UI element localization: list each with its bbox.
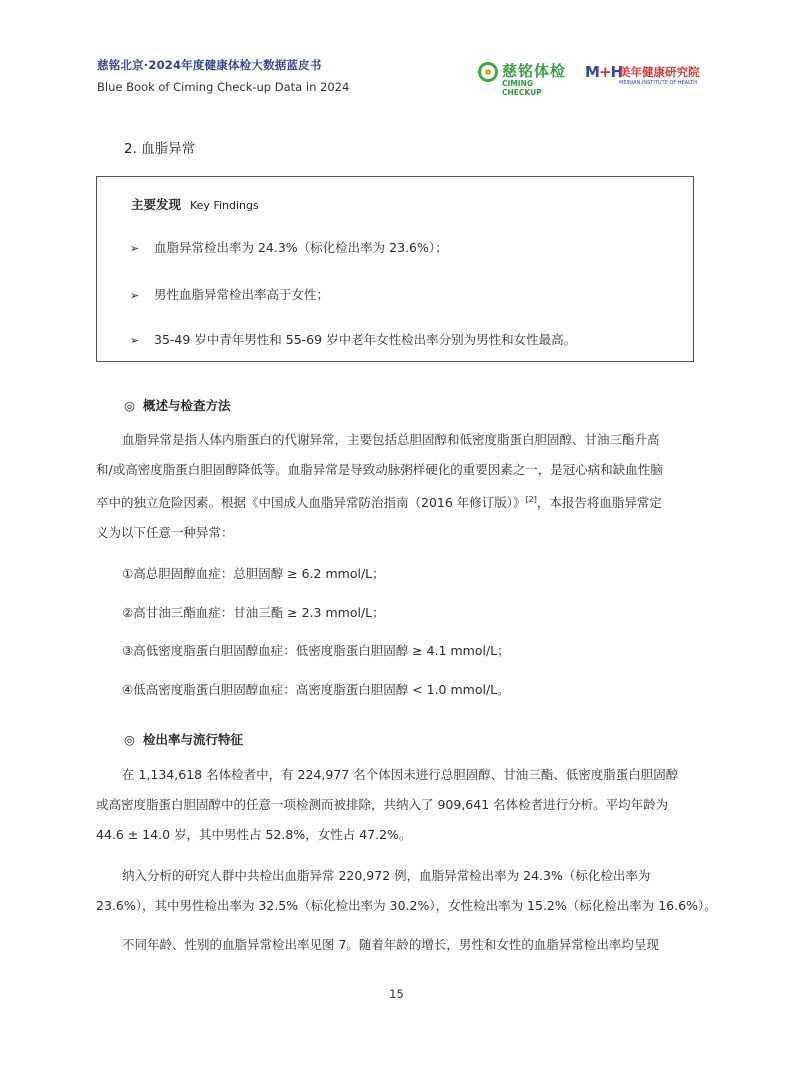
header-subtitle: Blue Book of Ciming Check-up Data in 2024 xyxy=(97,80,350,94)
prevalence-heading xyxy=(124,730,243,748)
key-findings-heading-en: Key Findings xyxy=(190,199,259,212)
meinian-logo xyxy=(585,63,700,89)
criterion-item: ④低高密度脂蛋白胆固醇血症：高密度脂蛋白胆固醇 < 1.0 mmol/L。 xyxy=(122,682,510,697)
meinian-logo-cn: 美年健康研究院 xyxy=(619,65,700,79)
key-findings-heading-cn: 主要发现 xyxy=(131,197,182,212)
overview-paragraph xyxy=(96,425,696,548)
overview-line-part: 卒中的独立危险因素。根据《中国成人血脂异常防治指南（2016 年修订版）》 xyxy=(96,495,526,511)
key-finding-item xyxy=(130,238,448,256)
criterion-item: ②高甘油三酯血症：甘油三酯 ≥ 2.3 mmol/L； xyxy=(122,605,385,620)
meinian-emblem-icon: M+H xyxy=(585,63,623,81)
circle-bullet-icon: ◎ xyxy=(124,732,135,747)
arrow-bullet-icon: ➢ xyxy=(130,242,140,255)
key-finding-item xyxy=(130,285,329,303)
arrow-bullet-icon: ➢ xyxy=(130,289,140,302)
key-finding-text: 35-49 岁中青年男性和 55-69 岁中老年女性检出率分别为男性和女性最高。 xyxy=(154,332,577,347)
prevalence-paragraph-2 xyxy=(96,861,717,921)
page-number: 15 xyxy=(389,987,404,1001)
ciming-logo xyxy=(478,60,573,97)
paragraph-line: 纳入分析的研究人群中共检出血脂异常 220,972 例，血脂异常检出率为 24.3%（标化检出率为 xyxy=(122,868,651,883)
overview-line-part: ，本报告将血脂异常定 xyxy=(536,495,662,511)
prevalence-heading-text: 检出率与流行特征 xyxy=(143,732,244,747)
overview-heading-text: 概述与检查方法 xyxy=(143,398,231,413)
overview-heading xyxy=(124,396,231,414)
criterion-item: ①高总胆固醇血症：总胆固醇 ≥ 6.2 mmol/L； xyxy=(122,566,385,581)
circle-bullet-icon: ◎ xyxy=(124,398,135,413)
overview-line-with-citation xyxy=(96,485,696,518)
key-findings-box xyxy=(96,176,694,362)
key-findings-heading xyxy=(131,195,259,213)
key-finding-text: 男性血脂异常检出率高于女性； xyxy=(154,287,330,302)
section-title: 2. 血脂异常 xyxy=(124,141,196,157)
overview-line: 义为以下任意一种异常： xyxy=(96,525,234,541)
citation-mark: [2] xyxy=(525,495,537,504)
paragraph-line: 在 1,134,618 名体检者中，有 224,977 名个体因未进行总胆固醇、甘油三酯、低密度脂蛋白胆固醇 xyxy=(122,767,679,782)
prevalence-paragraph-1 xyxy=(96,760,696,850)
prevalence-paragraph-3 xyxy=(96,930,696,960)
key-finding-text: 血脂异常检出率为 24.3%（标化检出率为 23.6%）； xyxy=(154,240,448,255)
overview-line: 血脂异常是指人体内脂蛋白的代谢异常，主要包括总胆固醇和低密度脂蛋白胆固醇、甘油三酯升高 xyxy=(122,432,660,447)
paragraph-line: 44.6 ± 14.0 岁，其中男性占 52.8%，女性占 47.2%。 xyxy=(96,827,412,842)
ciming-logo-en: CIMING CHECKUP xyxy=(502,79,542,97)
key-finding-item xyxy=(130,330,576,348)
ciming-emblem-icon xyxy=(478,62,498,82)
meinian-logo-en: MEINIAN INSTITUTE OF HEALTH xyxy=(619,80,697,86)
header-title: 慈铭北京·2024年度健康体检大数据蓝皮书 xyxy=(97,58,322,72)
ciming-logo-cn: 慈铭体检 xyxy=(502,62,567,80)
paragraph-line: 不同年龄、性别的血脂异常检出率见图 7。随着年龄的增长，男性和女性的血脂异常检出率均呈现 xyxy=(122,937,659,952)
paragraph-line: 或高密度脂蛋白胆固醇中的任意一项检测而被排除，共纳入了 909,641 名体检者进行分析。平均年龄为 xyxy=(96,797,669,812)
arrow-bullet-icon: ➢ xyxy=(130,334,140,347)
overview-line: 和/或高密度脂蛋白胆固醇降低等。血脂异常是导致动脉粥样硬化的重要因素之一，是冠心病和缺血性脑 xyxy=(96,462,663,477)
paragraph-line: 23.6%），其中男性检出率为 32.5%（标化检出率为 30.2%），女性检出率为 15.2%（标化检出率为 16.6%）。 xyxy=(96,898,717,913)
criterion-item: ③高低密度脂蛋白胆固醇血症：低密度脂蛋白胆固醇 ≥ 4.1 mmol/L； xyxy=(122,643,510,658)
